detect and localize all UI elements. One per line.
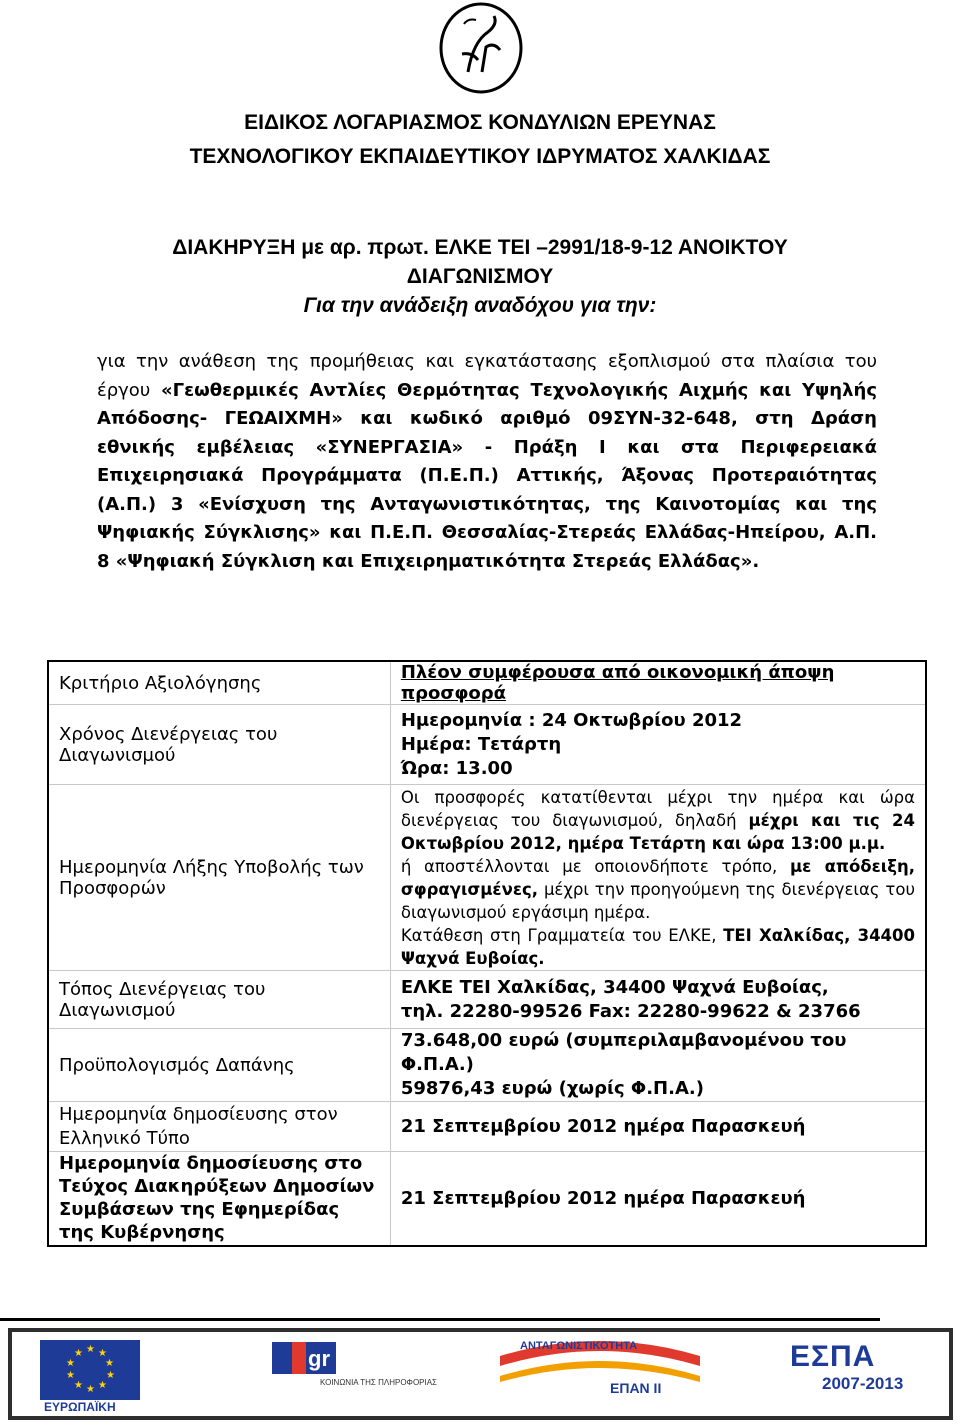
eu-stars-icon <box>40 1340 140 1400</box>
time-hour: Ώρα: 13.00 <box>400 757 513 779</box>
row-label-budget: Προϋπολογισμός Δαπάνης <box>48 1029 390 1102</box>
intro-part-1: για την ανάθεση της προμήθειας και εγκατάστασης εξοπλισμού στα πλαίσια του έργου <box>97 351 877 401</box>
row-value-budget <box>390 1029 926 1102</box>
svg-text:★: ★ <box>106 1370 115 1381</box>
competitiveness-label: ΑΝΤΑΓΩΝΙΣΤΙΚΟΤΗΤΑ <box>520 1340 638 1352</box>
place-address: ΕΛΚΕ ΤΕΙ Χαλκίδας, 34400 Ψαχνά Ευβοίας, <box>400 976 829 998</box>
deadline-text-a: Οι προσφορές κατατίθενται μέχρι την ημέρα και ώρα διενέργειας του διαγωνισμού, δηλαδή <box>400 787 915 830</box>
svg-text:★: ★ <box>74 1348 83 1359</box>
info-society-logo <box>270 1338 340 1378</box>
deadline-text-e: μέχρι την προηγούμενη της διενέργειας του διαγωνισμού εργάσιμη ημέρα. <box>400 879 915 922</box>
eu-flag-logo <box>40 1340 140 1400</box>
eu-label: ΕΥΡΩΠΑΪΚΗ <box>44 1400 116 1414</box>
deadline-text-f: Κατάθεση στη Γραμματεία του ΕΛΚΕ, <box>400 925 724 945</box>
row-value-place <box>390 971 926 1029</box>
espa-label: ΕΣΠΑ <box>790 1340 876 1373</box>
gr-logo-text: gr <box>308 1346 330 1371</box>
footer-divider <box>0 1318 880 1321</box>
espa-year-label: 2007-2013 <box>822 1374 904 1393</box>
svg-text:★: ★ <box>98 1348 107 1359</box>
time-day: Ημέρα: Τετάρτη <box>400 733 562 755</box>
header-line-3: ΔΙΑΚΗΡΥΞΗ με αρ. πρωτ. ΕΛΚΕ ΤΕΙ –2991/18-9-12 ΑΝΟΙΚΤΟΥ <box>172 236 788 259</box>
header-line-2: ΤΕΧΝΟΛΟΓΙΚΟΥ ΕΚΠΑΙΔΕΥΤΙΚΟΥ ΙΔΡΥΜΑΤΟΣ ΧΑΛΚΙΔΑΣ <box>189 145 771 168</box>
deadline-text-c: ή αποστέλλονται με οποιονδήποτε τρόπο, <box>400 856 791 876</box>
row-label-gazette: Ημερομηνία δημοσίευσης στο Τεύχος Διακηρύξεων Δημοσίων Συμβάσεων της Εφημερίδας της Κυβέρνησης <box>48 1152 390 1246</box>
svg-text:★: ★ <box>74 1380 83 1391</box>
row-value-criterion: Πλέον συμφέρουσα από οικονομική άποψη προσφορά <box>390 661 926 705</box>
institution-logo-seal <box>438 2 524 94</box>
criteria-table <box>47 660 927 1247</box>
row-label-deadline: Ημερομηνία Λήξης Υποβολής των Προσφορών <box>48 785 390 971</box>
intro-part-2: «Γεωθερμικές Αντλίες Θερμότητας Τεχνολογικής Αιχμής και Υψηλής Απόδοσης- ΓΕΩΑΙΧΜΗ» και κωδικό αριθμό 09ΣΥΝ-32-648, στη Δράση εθνικής εμβέλειας «ΣΥΝΕΡΓΑΣΙΑ» - Πράξη Ι και στα Περιφερειακά Επιχειρησιακά Προγράμματα (Π.Ε.Π.) Αττικής, Άξονας Προτεραιότητας (Α.Π.) 3 «Ενίσχυση της Ανταγωνιστικότητας, της Καινοτομίας και της Ψηφιακής Σύγκλισης» και Π.Ε.Π. Θεσσαλίας-Στερεάς Ελλάδας-Ηπείρου, Α.Π. 8 «Ψηφιακή Σύγκλιση και Επιχειρηματικότητα Στερεάς Ελλάδας». <box>97 379 877 572</box>
svg-text:★: ★ <box>66 1358 75 1369</box>
time-date: Ημερομηνία : 24 Οκτωβρίου 2012 <box>400 709 743 731</box>
row-label-place: Τόπος Διενέργειας του Διαγωνισμού <box>48 971 390 1029</box>
budget-with-vat: 73.648,00 ευρώ (συμπεριλαμβανομένου του Φ.Π.Α.) <box>400 1030 847 1075</box>
header-line-5: Για την ανάδειξη αναδόχου για την: <box>303 294 657 317</box>
row-value-deadline <box>390 785 926 971</box>
header-line-1: ΕΙΔΙΚΟΣ ΛΟΓΑΡΙΑΣΜΟΣ ΚΟΝΔΥΛΙΩΝ ΕΡΕΥΝΑΣ <box>244 111 716 134</box>
place-phone: τηλ. 22280-99526 Fax: 22280-99622 & 23766 <box>400 1000 861 1022</box>
svg-text:★: ★ <box>66 1370 75 1381</box>
svg-text:★: ★ <box>86 1344 95 1355</box>
row-value-press: 21 Σεπτεμβρίου 2012 ημέρα Παρασκευή <box>390 1102 926 1152</box>
budget-without-vat: 59876,43 ευρώ (χωρίς Φ.Π.Α.) <box>400 1078 704 1099</box>
info-society-label: ΚΟΙΝΩΝΙΑ ΤΗΣ ΠΛΗΡΟΦΟΡΙΑΣ <box>320 1378 437 1387</box>
row-label-time: Χρόνος Διενέργειας του Διαγωνισμού <box>48 705 390 785</box>
epan-label: ΕΠΑΝ II <box>610 1380 662 1396</box>
deadline-text-b: μέχρι και τις 24 Οκτωβρίου 2012, ημέρα Τετάρτη και ώρα 13:00 μ.μ. <box>400 810 915 853</box>
svg-text:★: ★ <box>98 1380 107 1391</box>
row-value-time <box>390 705 926 785</box>
intro-paragraph <box>97 348 877 576</box>
deadline-text-d: με απόδειξη, σφραγισμένες, <box>400 856 915 899</box>
header-line-4: ΔΙΑΓΩΝΙΣΜΟΥ <box>406 265 554 288</box>
row-label-press: Ημερομηνία δημοσίευσης στον Ελληνικό Τύπο <box>48 1102 390 1152</box>
svg-text:★: ★ <box>105 1358 114 1369</box>
row-value-gazette: 21 Σεπτεμβρίου 2012 ημέρα Παρασκευή <box>390 1152 926 1246</box>
row-label-criterion: Κριτήριο Αξιολόγησης <box>48 661 390 705</box>
deadline-text-g: ΤΕΙ Χαλκίδας, 34400 Ψαχνά Ευβοίας. <box>400 925 915 968</box>
svg-text:★: ★ <box>86 1384 95 1395</box>
